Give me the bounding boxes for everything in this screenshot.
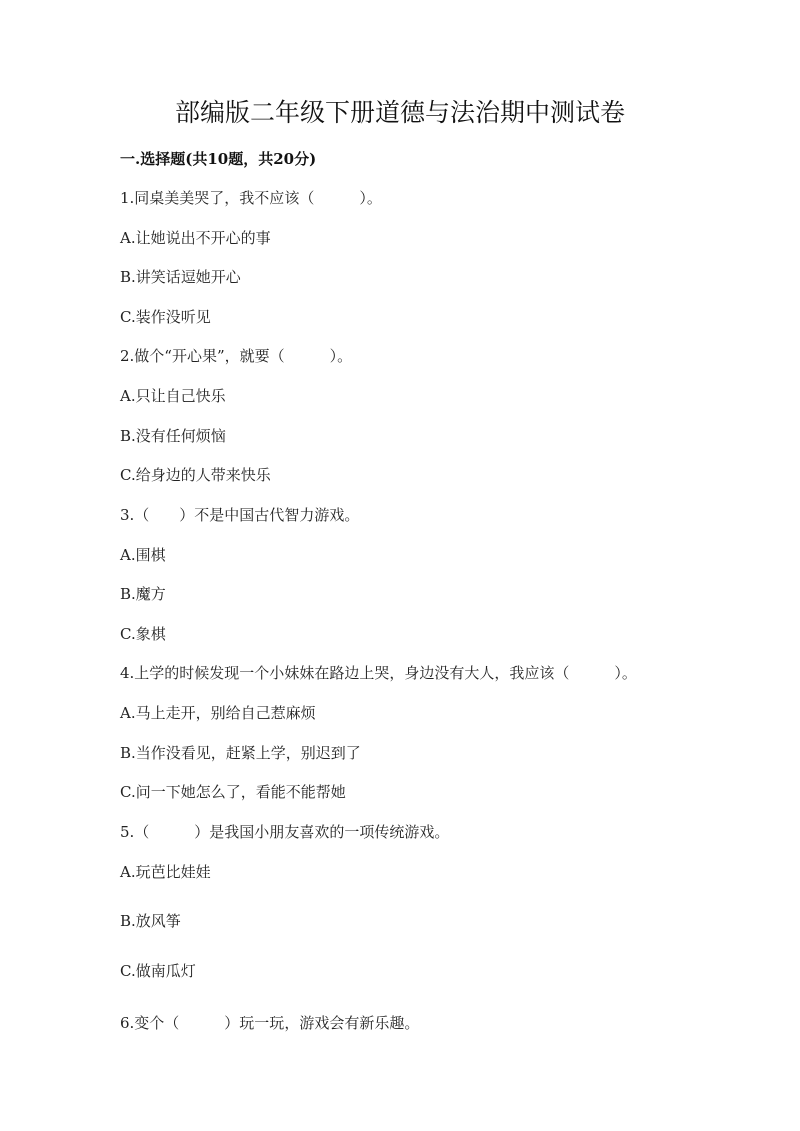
question-4-option-c: C.问一下她怎么了，看能不能帮她 <box>120 783 346 801</box>
question-1-option-b: B.讲笑话逗她开心 <box>120 268 241 286</box>
question-1-option-a: A.让她说出不开心的事 <box>120 229 271 247</box>
question-3-stem: 3.（ ）不是中国古代智力游戏。 <box>120 506 360 524</box>
exam-title: 部编版二年级下册道德与法治期中测试卷 <box>174 98 625 127</box>
question-3-option-b: B.魔方 <box>120 585 166 603</box>
question-1-stem: 1.同桌美美哭了，我不应该（ ）。 <box>120 189 382 207</box>
question-5-option-c: C.做南瓜灯 <box>120 962 196 980</box>
question-4-option-b: B.当作没看见，赶紧上学，别迟到了 <box>120 744 361 762</box>
question-4-stem: 4.上学的时候发现一个小妹妹在路边上哭，身边没有大人，我应该（ ）。 <box>120 664 637 682</box>
question-5-stem: 5.（ ）是我国小朋友喜欢的一项传统游戏。 <box>120 823 450 841</box>
question-1-option-c: C.装作没听见 <box>120 308 211 326</box>
question-5-option-b: B.放风筝 <box>120 912 181 930</box>
section-heading: 一.选择题(共10题，共20分) <box>120 150 317 168</box>
question-3-option-a: A.围棋 <box>120 546 166 564</box>
question-2-option-c: C.给身边的人带来快乐 <box>120 466 271 484</box>
question-2-option-a: A.只让自己快乐 <box>120 387 226 405</box>
question-5-option-a: A.玩芭比娃娃 <box>120 863 211 881</box>
question-3-option-c: C.象棋 <box>120 625 166 643</box>
question-2-option-b: B.没有任何烦恼 <box>120 427 226 445</box>
question-2-stem: 2.做个“开心果”，就要（ ）。 <box>120 347 353 365</box>
question-4-option-a: A.马上走开，别给自己惹麻烦 <box>120 704 316 722</box>
question-6-stem: 6.变个（ ）玩一玩，游戏会有新乐趣。 <box>120 1014 420 1032</box>
